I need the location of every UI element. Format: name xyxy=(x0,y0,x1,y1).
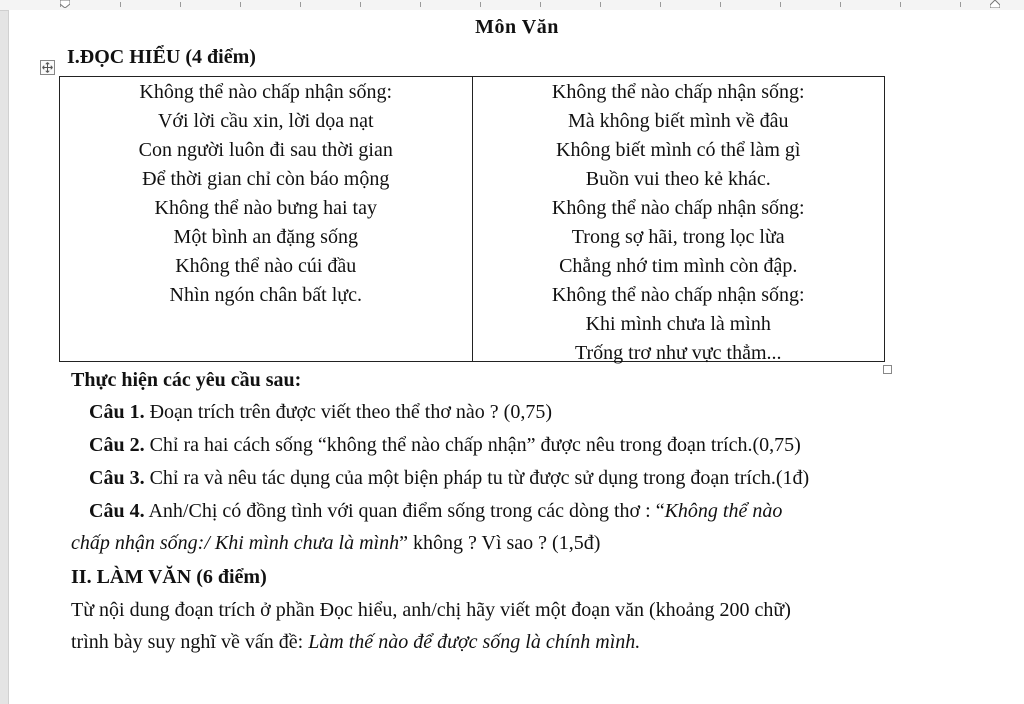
poem-line: Trong sợ hãi, trong lọc lừa xyxy=(571,226,785,248)
poem-line: Con người luôn đi sau thời gian xyxy=(138,139,393,161)
poem-line: Không thể nào chấp nhận sống: xyxy=(551,284,805,306)
poem-line: Không biết mình có thể làm gì xyxy=(556,139,801,161)
ruler-tick xyxy=(660,2,661,7)
ruler-tick xyxy=(420,2,421,7)
poem-table xyxy=(59,76,885,362)
section2-heading: II. LÀM VĂN (6 điểm) xyxy=(71,566,267,588)
essay-line-2 xyxy=(71,631,640,654)
ruler-tick xyxy=(840,2,841,7)
question-2 xyxy=(89,434,801,457)
ruler-tick xyxy=(240,2,241,7)
poem-line: Một bình an đặng sống xyxy=(173,226,358,248)
question-4 xyxy=(89,500,782,523)
poem-line: Không thể nào chấp nhận sống: xyxy=(551,197,805,219)
table-resize-handle[interactable] xyxy=(883,365,892,374)
instructions-heading: Thực hiện các yêu cầu sau: xyxy=(71,369,302,391)
essay-text: trình bày suy nghĩ về vấn đề: xyxy=(71,631,309,653)
poem-left-column xyxy=(60,77,472,361)
ruler-tick xyxy=(780,2,781,7)
poem-line: Buồn vui theo kẻ khác. xyxy=(585,168,771,190)
question-text: Anh/Chị có đồng tình với quan điểm sống trong các dòng thơ : “ xyxy=(148,500,665,522)
poem-right-column xyxy=(472,77,885,364)
question-1 xyxy=(89,401,552,424)
poem-line: Trống trơ như vực thẳm... xyxy=(574,342,782,364)
poem-line: Mà không biết mình về đâu xyxy=(567,110,789,132)
ruler-tick xyxy=(480,2,481,7)
table-move-handle[interactable] xyxy=(40,60,55,75)
poem-line: Chẳng nhớ tim mình còn đập. xyxy=(559,255,798,277)
question-text: Đoạn trích trên được viết theo thể thơ nào ? (0,75) xyxy=(149,401,552,423)
essay-emphasis: Làm thế nào để được sống là chính mình. xyxy=(308,631,641,653)
poem-line: Không thể nào cúi đầu xyxy=(175,255,357,277)
ruler-tick xyxy=(960,2,961,7)
poem-line: Không thể nào chấp nhận sống: xyxy=(551,81,805,103)
question-label: Câu 1. xyxy=(89,401,145,423)
question-label: Câu 3. xyxy=(89,467,145,489)
question-quote: chấp nhận sống:/ Khi mình chưa là mình xyxy=(71,532,400,554)
ruler-tick xyxy=(120,2,121,7)
ruler-tick xyxy=(180,2,181,7)
page-title: Môn Văn xyxy=(475,16,559,38)
poem-line: Không thể nào chấp nhận sống: xyxy=(139,81,393,103)
move-icon xyxy=(42,62,53,73)
ruler-tick xyxy=(600,2,601,7)
question-text: ” không ? Vì sao ? (1,5đ) xyxy=(399,532,601,554)
question-label: Câu 4. xyxy=(89,500,145,522)
question-text: Chỉ ra và nêu tác dụng của một biện pháp tu từ được sử dụng trong đoạn trích.(1đ) xyxy=(149,467,810,489)
ruler-tick xyxy=(300,2,301,7)
ruler-tick xyxy=(900,2,901,7)
question-3 xyxy=(89,467,809,490)
ruler-tick xyxy=(720,2,721,7)
question-label: Câu 2. xyxy=(89,434,145,456)
question-4-continued xyxy=(71,532,600,555)
section1-heading: I.ĐỌC HIỂU (4 điểm) xyxy=(67,46,256,68)
essay-line-1: Từ nội dung đoạn trích ở phần Đọc hiểu, anh/chị hãy viết một đoạn văn (khoảng 200 chữ) xyxy=(71,599,791,621)
right-indent-marker[interactable] xyxy=(990,0,1000,8)
ruler-tick xyxy=(540,2,541,7)
question-quote: Không thể nào xyxy=(664,500,783,522)
question-text: Chỉ ra hai cách sống “không thể nào chấp nhận” được nêu trong đoạn trích.(0,75) xyxy=(149,434,801,456)
poem-line: Khi mình chưa là mình xyxy=(585,313,771,335)
poem-line: Để thời gian chỉ còn báo mộng xyxy=(142,168,390,190)
document-page xyxy=(8,10,1024,704)
poem-line: Với lời cầu xin, lời dọa nạt xyxy=(157,110,374,132)
poem-line: Nhìn ngón chân bất lực. xyxy=(169,284,362,306)
left-indent-marker[interactable] xyxy=(60,0,70,8)
poem-line: Không thể nào bưng hai tay xyxy=(154,197,377,219)
ruler-tick xyxy=(360,2,361,7)
